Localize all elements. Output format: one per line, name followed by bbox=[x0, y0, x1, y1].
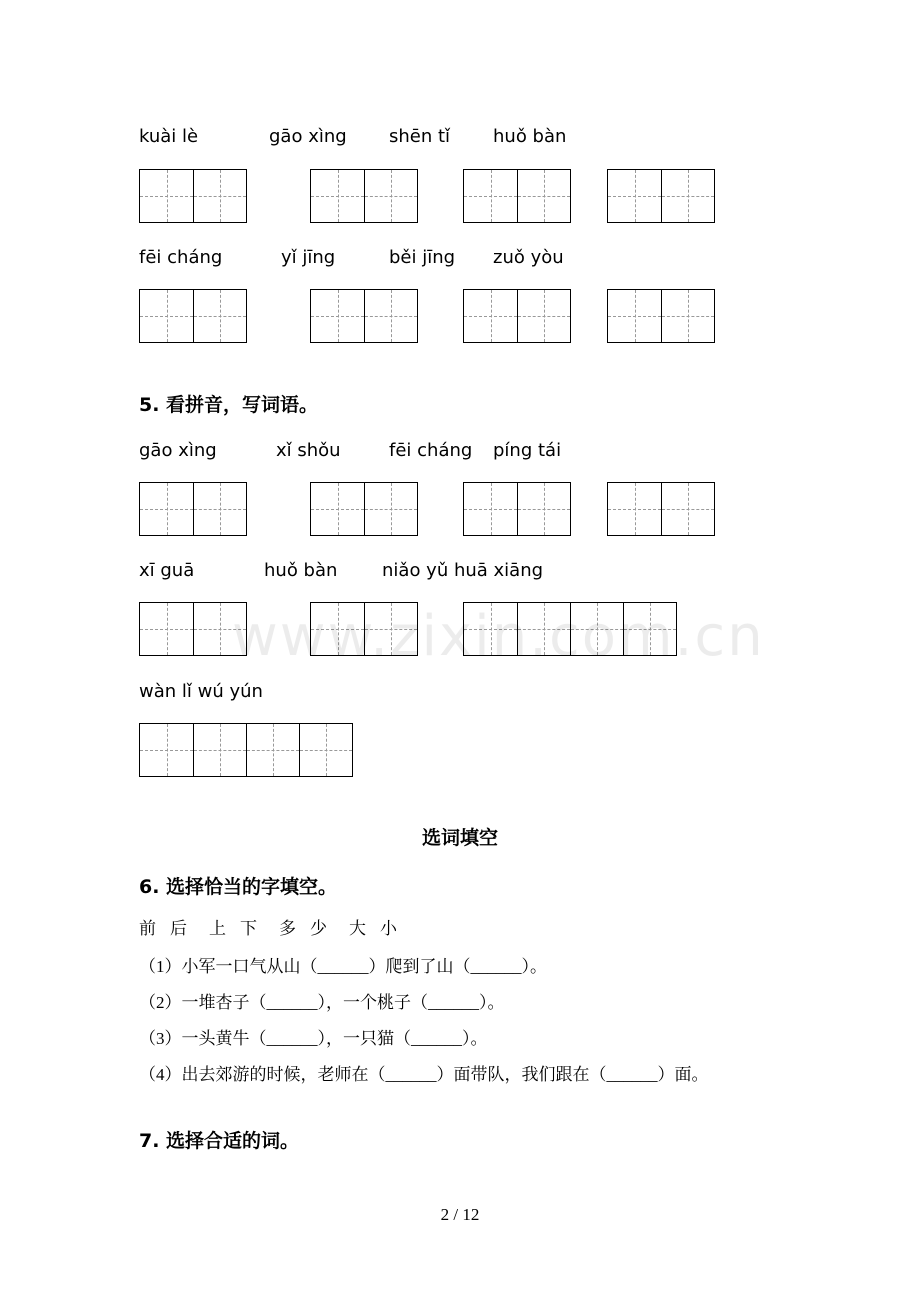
grid-cell[interactable] bbox=[311, 290, 364, 342]
grid-cell[interactable] bbox=[464, 290, 517, 342]
grid-cell[interactable] bbox=[193, 483, 246, 535]
grid-cell[interactable] bbox=[311, 483, 364, 535]
option-words bbox=[139, 914, 411, 939]
writing-grid[interactable] bbox=[607, 482, 715, 536]
writing-grid[interactable] bbox=[139, 169, 247, 223]
fill-blank-sentence-4: （4）出去郊游的时候，老师在（______）面带队，我们跟在（______）面。 bbox=[139, 1065, 709, 1084]
section-title: 选词填空 bbox=[421, 827, 498, 849]
pinyin-huo-ban: huǒ bàn bbox=[264, 560, 338, 581]
pinyin-wan-li-wu-yun: wàn lǐ wú yún bbox=[139, 681, 263, 702]
grid-cell[interactable] bbox=[246, 724, 299, 776]
writing-grid[interactable] bbox=[463, 169, 571, 223]
option-word: 少 bbox=[310, 919, 327, 938]
grid-cell[interactable] bbox=[517, 170, 570, 222]
pinyin-xi-shou: xǐ shǒu bbox=[276, 440, 341, 461]
grid-cell[interactable] bbox=[608, 170, 661, 222]
fill-blank-sentence-3: （3）一头黄牛（______），一只猫（______）。 bbox=[139, 1029, 488, 1048]
grid-cell[interactable] bbox=[661, 290, 714, 342]
grid-cell[interactable] bbox=[608, 483, 661, 535]
grid-cell[interactable] bbox=[608, 290, 661, 342]
pinyin-shen-ti: shēn tǐ bbox=[389, 126, 451, 147]
writing-grid[interactable] bbox=[139, 289, 247, 343]
grid-cell[interactable] bbox=[299, 724, 352, 776]
question-6-title: 6. 选择恰当的字填空。 bbox=[139, 876, 338, 898]
grid-cell[interactable] bbox=[140, 290, 193, 342]
writing-grid[interactable] bbox=[463, 482, 571, 536]
question-5-title: 5. 看拼音，写词语。 bbox=[139, 394, 319, 416]
page-number: 2 / 12 bbox=[440, 1205, 480, 1224]
watermark: www.zixin.com.cn bbox=[232, 604, 765, 669]
grid-cell[interactable] bbox=[661, 483, 714, 535]
grid-cell[interactable] bbox=[661, 170, 714, 222]
question-7-title: 7. 选择合适的词。 bbox=[139, 1130, 300, 1152]
writing-grid[interactable] bbox=[139, 482, 247, 536]
pinyin-gao-xing: gāo xìng bbox=[139, 440, 217, 461]
grid-cell[interactable] bbox=[464, 170, 517, 222]
writing-grid[interactable] bbox=[139, 602, 247, 656]
grid-cell[interactable] bbox=[140, 483, 193, 535]
pinyin-yi-jing: yǐ jīng bbox=[281, 247, 336, 268]
writing-grid[interactable] bbox=[607, 169, 715, 223]
pinyin-kuai-le: kuài lè bbox=[139, 126, 199, 147]
fill-blank-sentence-2: （2）一堆杏子（______），一个桃子（______）。 bbox=[139, 993, 505, 1012]
pinyin-ping-tai: píng tái bbox=[493, 440, 562, 461]
writing-grid[interactable] bbox=[310, 169, 418, 223]
grid-cell[interactable] bbox=[140, 170, 193, 222]
grid-cell[interactable] bbox=[364, 483, 417, 535]
grid-cell[interactable] bbox=[517, 483, 570, 535]
pinyin-niao-yu-hua-xiang: niǎo yǔ huā xiāng bbox=[382, 560, 544, 581]
grid-cell[interactable] bbox=[464, 483, 517, 535]
option-word: 多 bbox=[279, 919, 296, 938]
grid-cell[interactable] bbox=[193, 170, 246, 222]
grid-cell[interactable] bbox=[517, 290, 570, 342]
option-word: 大 bbox=[349, 919, 366, 938]
pinyin-gao-xing: gāo xìng bbox=[269, 126, 347, 147]
grid-cell[interactable] bbox=[193, 290, 246, 342]
pinyin-bei-jing: běi jīng bbox=[389, 247, 456, 268]
pinyin-zuo-you: zuǒ yòu bbox=[493, 247, 564, 268]
pinyin-xi-gua: xī guā bbox=[139, 560, 195, 581]
grid-cell[interactable] bbox=[193, 724, 246, 776]
grid-cell[interactable] bbox=[364, 290, 417, 342]
grid-cell[interactable] bbox=[140, 603, 193, 655]
option-word: 上 bbox=[209, 919, 226, 938]
option-word: 小 bbox=[380, 919, 397, 938]
grid-cell[interactable] bbox=[364, 170, 417, 222]
writing-grid[interactable] bbox=[310, 482, 418, 536]
writing-grid[interactable] bbox=[139, 723, 353, 777]
writing-grid[interactable] bbox=[607, 289, 715, 343]
grid-cell[interactable] bbox=[311, 170, 364, 222]
option-word: 后 bbox=[170, 919, 187, 938]
grid-cell[interactable] bbox=[140, 724, 193, 776]
option-word: 下 bbox=[240, 919, 257, 938]
writing-grid[interactable] bbox=[310, 289, 418, 343]
pinyin-huo-ban: huǒ bàn bbox=[493, 126, 567, 147]
pinyin-fei-chang: fēi cháng bbox=[139, 247, 223, 268]
fill-blank-sentence-1: （1）小军一口气从山（______）爬到了山（______）。 bbox=[139, 957, 547, 976]
option-word: 前 bbox=[139, 919, 156, 938]
writing-grid[interactable] bbox=[463, 289, 571, 343]
pinyin-fei-chang: fēi cháng bbox=[389, 440, 473, 461]
